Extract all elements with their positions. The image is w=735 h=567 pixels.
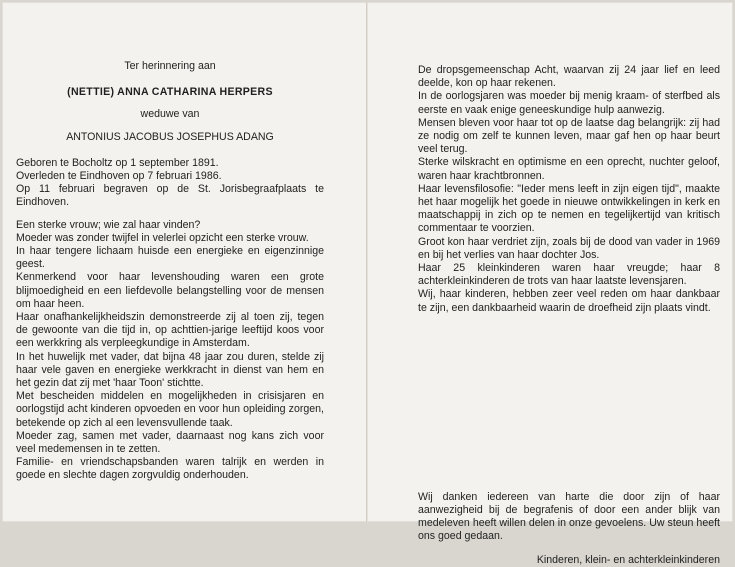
paragraph: Een sterke vrouw; wie zal haar vinden? [16, 218, 201, 231]
paragraph: Groot kon haar verdriet zijn, zoals bij de dood van vader in 1969 en bij het verlies van haar dochter Jos. [418, 235, 720, 261]
deceased-name: (NETTIE) ANNA CATHARINA HERPERS [67, 86, 273, 99]
paragraph: Moeder was zonder twijfel in velerlei opzicht een sterke vrouw. [16, 231, 309, 244]
death-line: Overleden te Eindhoven op 7 februari 1986. [16, 170, 222, 183]
paragraph: Sterke wilskracht en optimisme en een oprecht, nuchter geloof, waren haar krachtbronnen. [418, 156, 720, 182]
paragraph: Haar levensfilosofie: "Ieder mens leeft in zijn eigen tijd", maakte het haar mogelijk het goede in nieuwe ontwikkelingen in kerk en maatschappij in zich op te nemen en tegelijkertijd van kritisch commentaar te voorzien. [418, 182, 720, 235]
paragraph: Haar onafhankelijkheidszin demonstreerde zij al toen zij, tegen de gewoonte van die tijd in, op achttien-jarige leeftijd koos voor een werkkring als verpleegkundige in Amsterdam. [16, 311, 324, 350]
paragraph: Kenmerkend voor haar levenshouding waren een grote blijmoedigheid en een liefdevolle belangstelling voor de mensen om haar heen. [16, 271, 324, 310]
husband-name: ANTONIUS JACOBUS JOSEPHUS ADANG [66, 130, 274, 143]
paragraph: Moeder zag, samen met vader, daarnaast nog kans zich voor veel medemensen in te zetten. [16, 429, 324, 456]
burial-line: Op 11 februari begraven op de St. Jorisbegraafplaats te Eindhoven. [16, 183, 324, 209]
paragraph: Mensen bleven voor haar tot op de laatse dag belangrijk: zij had ze nodig om zelf te kunnen leven, maar gaf hen op haar beurt veel terug. [418, 116, 720, 156]
left-panel [16, 60, 324, 483]
card-fold [366, 2, 368, 522]
birth-line: Geboren te Bocholtz op 1 september 1891. [16, 156, 219, 169]
paragraph: De dropsgemeenschap Acht, waarvan zij 24 jaar lief en leed deelde, kon op haar rekenen. [418, 64, 720, 90]
thanks-paragraph: Wij danken iedereen van harte die door zijn of haar aanwezigheid bij de begrafenis of door een ander blijk van medeleven heeft willen delen in onze gevoelens. Uw steun heeft ons goed gedaan. [418, 490, 720, 543]
paragraph: In haar tengere lichaam huisde een energieke en eigenzinnige geest. [16, 245, 324, 271]
paragraph: Haar 25 kleinkinderen waren haar vreugde; haar 8 achterkleinkinderen de trots van haar laatste levensjaren. [418, 262, 720, 288]
paragraph: In de oorlogsjaren was moeder bij menig kraam- of sterfbed als eerste en vaak enige geneeskundige hulp aanwezig. [418, 90, 720, 116]
paragraph: Wij, haar kinderen, hebben zeer veel reden om haar dankbaar te zijn, een dankbaarheid waarin de droefheid zijn plaats vindt. [418, 288, 720, 314]
widow-of-text: weduwe van [140, 108, 200, 121]
right-panel [418, 64, 720, 567]
intro-text: Ter herinnering aan [124, 60, 216, 72]
paragraph: In het huwelijk met vader, dat bijna 48 jaar zou duren, stelde zij haar vele gaven en energieke werkkracht in dienst van hem en het gezin dat zij met 'haar Toon' stichtte. [16, 350, 324, 390]
paragraph: Familie- en vriendschapsbanden waren talrijk en werden in goede en slechte dagen zorgvuldig onderhouden. [16, 456, 324, 482]
signature: Kinderen, klein- en achterkleinkinderen [536, 553, 720, 566]
paragraph: Met bescheiden middelen en mogelijkheden in crisisjaren en oorlogstijd acht kinderen opvoeden en voor hun opleiding zorgen, betekende op zich al een levensvullende taak. [16, 390, 324, 429]
